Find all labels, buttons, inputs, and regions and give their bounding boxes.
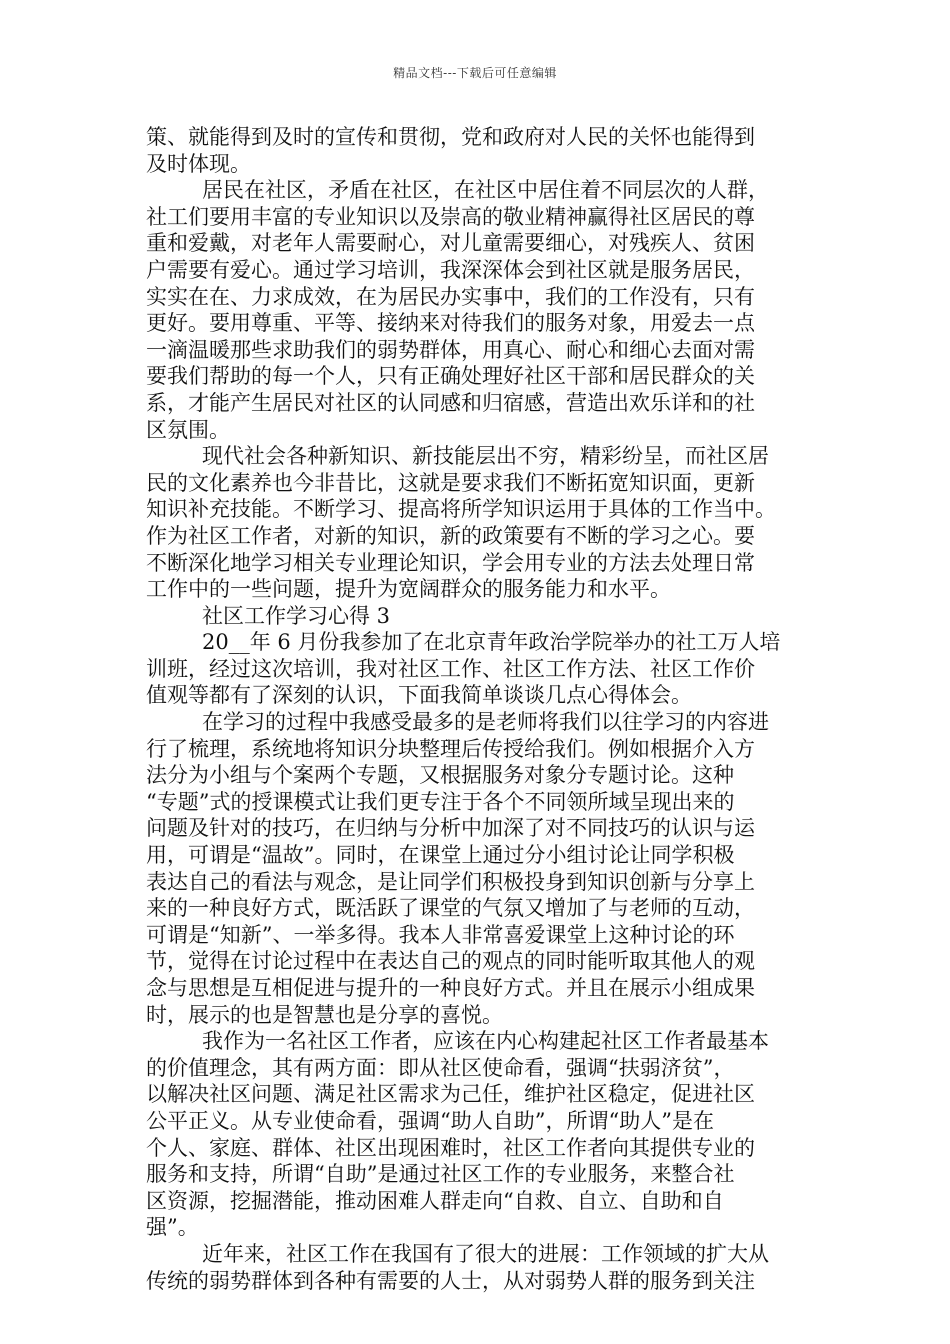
text-line: 行了梳理，系统地将知识分块整理后传授给我们。例如根据介入方 xyxy=(146,736,755,761)
text-line: 以解决社区问题、满足社区需求为己任，维护社区稳定，促进社区 xyxy=(146,1082,755,1107)
text-line: 区资源，挖掘潜能，推动困难人群走向“自救、自立、自助和自 xyxy=(146,1188,724,1213)
text-line: 在学习的过程中我感受最多的是老师将我们以往学习的内容进 xyxy=(202,710,769,735)
text-line: 社区工作学习心得 3 xyxy=(202,603,391,628)
text-line: 社工们要用丰富的专业知识以及崇高的敬业精神赢得社区居民的尊 xyxy=(146,204,755,229)
text-line: 可谓是“知新”、一举多得。我本人非常喜爱课堂上这种讨论的环 xyxy=(146,922,735,947)
text-line: 个人、家庭、群体、社区出现困难时，社区工作者向其提供专业的 xyxy=(146,1135,755,1160)
text-line: 服务和支持，所谓“自助”是通过社区工作的专业服务，来整合社 xyxy=(146,1162,735,1187)
text-line: 近年来，社区工作在我国有了很大的进展：工作领域的扩大从 xyxy=(202,1241,769,1266)
text-line: 居民在社区，矛盾在社区，在社区中居住着不同层次的人群， xyxy=(202,178,769,203)
page-header: 精品文档---下载后可任意编辑 xyxy=(393,66,557,80)
text-line: 传统的弱势群体到各种有需要的人士，从对弱势人群的服务到关注 xyxy=(146,1268,755,1293)
text-line: 不断深化地学习相关专业理论知识，学会用专业的方法去处理日常 xyxy=(146,550,755,575)
text-line: 重和爱戴，对老年人需要耐心，对儿童需要细心，对残疾人、贫困 xyxy=(146,231,755,256)
text-line: 系，才能产生居民对社区的认同感和归宿感，营造出欢乐详和的社 xyxy=(146,390,755,415)
text-line: 来的一种良好方式，既活跃了课堂的气氛又增加了与老师的互动， xyxy=(146,896,755,921)
text-line: 作为社区工作者，对新的知识，新的政策要有不断的学习之心。要 xyxy=(146,523,755,548)
text-line: 民的文化素养也今非昔比，这就是要求我们不断拓宽知识面，更新 xyxy=(146,470,755,495)
text-line: 现代社会各种新知识、新技能层出不穷，精彩纷呈，而社区居 xyxy=(202,444,769,469)
text-line: 区氛围。 xyxy=(146,417,230,442)
text-line: 及时体现。 xyxy=(146,151,251,176)
text-line: 20__年 6 月份我参加了在北京青年政治学院举办的社工万人培 xyxy=(202,630,781,655)
text-line: 值观等都有了深刻的认识，下面我简单谈谈几点心得体会。 xyxy=(146,683,692,708)
text-line: 实实在在、力求成效，在为居民办实事中，我们的工作没有，只有 xyxy=(146,284,755,309)
text-line: 工作中的一些问题，提升为宽阔群众的服务能力和水平。 xyxy=(146,577,671,602)
text-line: 训班，经过这次培训，我对社区工作、社区工作方法、社区工作价 xyxy=(146,656,755,681)
text-line: 公平正义。从专业使命看，强调“助人自助”，所谓“助人”是在 xyxy=(146,1108,714,1133)
text-line: 强”。 xyxy=(146,1215,199,1240)
text-line: 法分为小组与个案两个专题，又根据服务对象分专题讨论。这种 xyxy=(146,763,734,788)
text-line: 问题及针对的技巧，在归纳与分析中加深了对不同技巧的认识与运 xyxy=(146,816,755,841)
text-line: 一滴温暖那些求助我们的弱势群体，用真心、耐心和细心去面对需 xyxy=(146,337,755,362)
text-line: “专题”式的授课模式让我们更专注于各个不同领所域呈现出来的 xyxy=(146,789,735,814)
text-line: 时，展示的也是智慧也是分享的喜悦。 xyxy=(146,1002,503,1027)
text-line: 户需要有爱心。通过学习培训，我深深体会到社区就是服务居民， xyxy=(146,257,755,282)
text-line: 策、就能得到及时的宣传和贯彻，党和政府对人民的关怀也能得到 xyxy=(146,125,755,149)
text-line: 知识补充技能。不断学习、提高将所学知识运用于具体的工作当中。 xyxy=(146,497,776,522)
text-line: 我作为一名社区工作者，应该在内心构建起社区工作者最基本 xyxy=(202,1029,769,1054)
text-line: 要我们帮助的每一个人，只有正确处理好社区干部和居民群众的关 xyxy=(146,364,755,389)
text-line: 的价值理念，其有两方面：即从社区使命看，强调“扶弱济贫”， xyxy=(146,1055,735,1080)
text-line: 节，觉得在讨论过程中在表达自己的观点的同时能听取其他人的观 xyxy=(146,949,755,974)
text-line: 表达自己的看法与观念，是让同学们积极投身到知识创新与分享上 xyxy=(146,869,755,894)
text-line: 念与思想是互相促进与提升的一种良好方式。并且在展示小组成果 xyxy=(146,976,755,1000)
text-line: 更好。要用尊重、平等、接纳来对待我们的服务对象，用爱去一点 xyxy=(146,311,755,336)
document-body xyxy=(146,124,810,1294)
text-line: 用，可谓是“温故”。同时，在课堂上通过分小组讨论让同学积极 xyxy=(146,843,735,868)
